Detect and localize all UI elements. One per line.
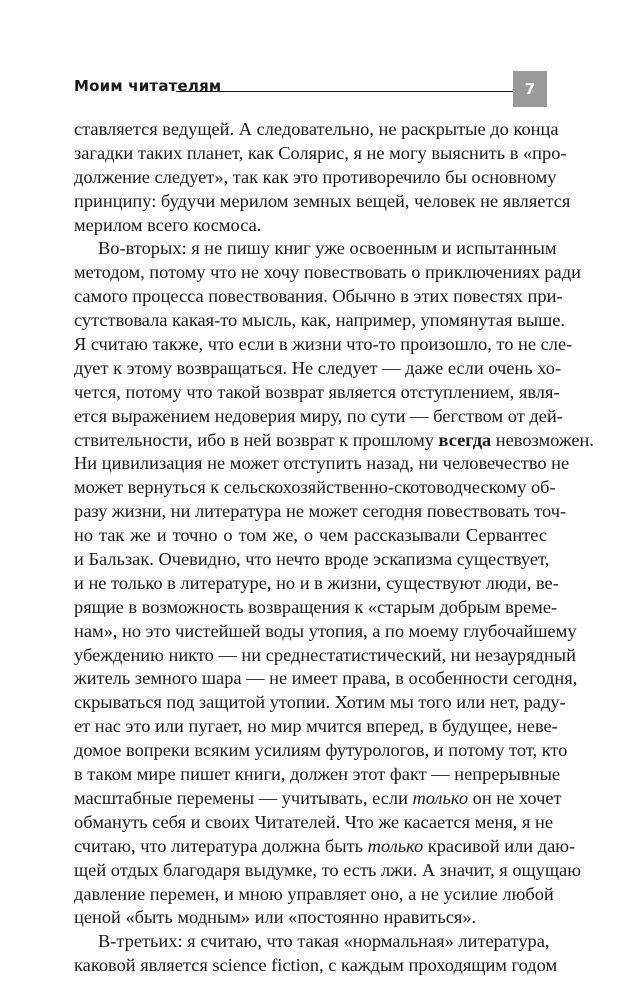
text-line [74, 835, 576, 859]
text-line: ценой «быть модным» или «постоянно нравиться». [74, 907, 477, 928]
emphasis-italic: только [412, 787, 469, 808]
text-line: и не только в литературе, но и в жизни, существуют люди, ве- [74, 572, 559, 593]
text-line [74, 787, 562, 811]
text-line: Я считаю также, что если в жизни что-то произошло, то не сле- [74, 334, 573, 355]
text-line: чется, потому что такой возврат является отступлением, явля- [74, 381, 560, 402]
text-line: и Бальзак. Очевидно, что нечто вроде эскапизма существует, [74, 549, 550, 570]
text-line: убеждению никто — ни среднестатистический, ни незаурядный [74, 644, 576, 665]
text-line: мерилом всего космоса. [74, 214, 262, 235]
text-line: должение следует», так как это противоречило бы основному [74, 166, 557, 187]
text-line [74, 429, 594, 453]
text-line: скрываться под защитой утопии. Хотим мы того или нет, раду- [74, 692, 566, 713]
text-line: житель земного шара — не имеет права, в особенности сегодня, [74, 668, 578, 689]
text-line: домое вопреки всяким усилиям футурологов, и потому тот, кто [74, 740, 568, 761]
header-rule [176, 91, 513, 92]
text-run: красивой или даю- [423, 835, 576, 856]
text-line: методом, потому что не хочу повествовать о приключениях ради [74, 262, 581, 283]
body-text [74, 118, 594, 978]
text-line: но так же и точно о том же, о чем рассказывали Сервантес [74, 525, 547, 546]
running-head [74, 71, 547, 107]
page-number: 7 [524, 80, 536, 98]
text-line: ется выражением недоверия миру, по сути — бегством от дей- [74, 405, 563, 426]
text-line: рящие в возможность возвращения к «старым добрым време- [74, 596, 558, 617]
text-run: масштабные перемены — учитывать, если [74, 787, 413, 808]
text-line: разу жизни, ни литература не может сегодня повествовать точ- [74, 501, 567, 522]
text-line: ставляется ведущей. А следовательно, не раскрытые до конца [74, 119, 559, 139]
text-line: может вернуться к сельскохозяйственно-скотоводческому об- [74, 477, 556, 498]
page-number-box [513, 71, 547, 107]
emphasis-bold: всегда [438, 429, 492, 450]
text-run: невозможен. [491, 429, 594, 450]
running-title: Моим читателям [74, 77, 222, 95]
text-run: считаю, что литература должна быть [74, 835, 368, 856]
text-line: дует к этому возвращаться. Не следует — даже если очень хо- [74, 357, 562, 378]
text-line: каковой является science fiction, с каждым проходящим годом [74, 955, 558, 976]
text-run: он не хочет [468, 787, 562, 808]
text-line: В-третьих: я считаю, что такая «нормальная» литература, [98, 931, 550, 952]
text-line: сутствовала какая-то мысль, как, например, упомянутая выше. [74, 310, 565, 331]
text-line: Ни цивилизация не может отступить назад, ни человечество не [74, 453, 570, 474]
text-line: самого процесса повествования. Обычно в этих повестях при- [74, 286, 563, 307]
text-line: давление перемен, и мною управляет оно, а не усилие любой [74, 883, 554, 904]
text-line: ет нас это или пугает, но мир мчится вперед, в будущее, неве- [74, 716, 558, 737]
text-line: в таком мире пишет книги, должен этот факт — непрерывные [74, 764, 561, 785]
text-line: щей отдых благодаря выдумке, то есть лжи. А значит, я ощущаю [74, 859, 581, 880]
text-run: ствительности, ибо в ней возврат к прошлому [74, 429, 439, 450]
emphasis-italic: только [367, 835, 424, 856]
text-line: нам», но это чистейшей воды утопия, а по моему глубочайшему [74, 620, 577, 641]
text-line: обмануть себя и своих Читателей. Что же касается меня, я не [74, 811, 554, 832]
text-line: Во-вторых: я не пишу книг уже освоенным и испытанным [98, 238, 557, 259]
text-line: загадки таких планет, как Солярис, я не могу выяснить в «про- [74, 142, 567, 163]
text-line: принципу: будучи мерилом земных вещей, человек не является [74, 190, 571, 211]
